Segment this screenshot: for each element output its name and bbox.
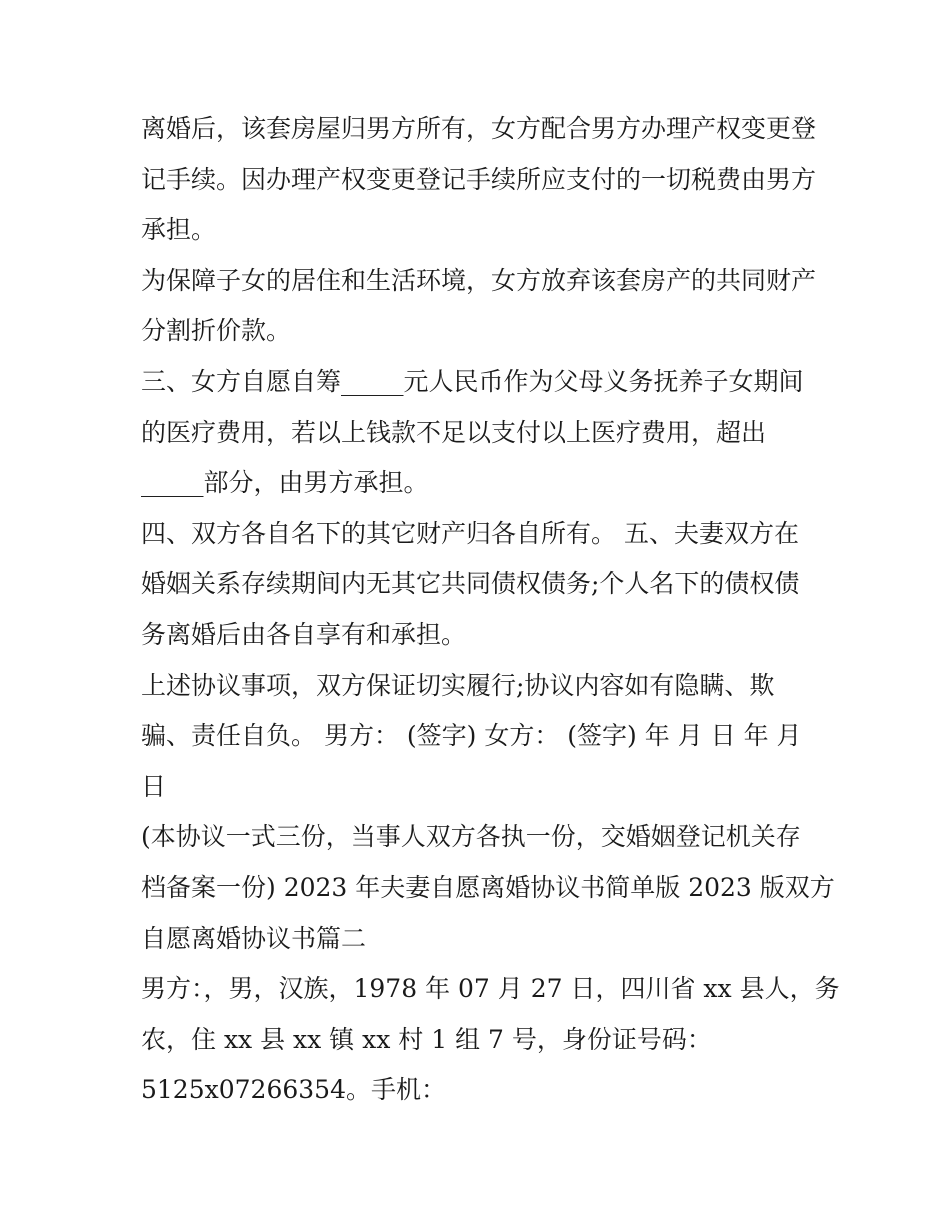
text-line: 日	[141, 771, 167, 801]
text-line: _____部分，由男方承担。	[141, 468, 429, 498]
text-line: 为保障子女的居住和生活环境，女方放弃该套房产的共同财产	[141, 265, 817, 295]
text-line: (本协议一式三份，当事人双方各执一份，交婚姻登记机关存	[141, 822, 801, 852]
text-line: 农，住 xx 县 xx 镇 xx 村 1 组 7 号，身份证号码：	[141, 1024, 712, 1054]
text-line: 男方：，男，汉族，1978 年 07 月 27 日，四川省 xx 县人，务	[141, 974, 840, 1004]
text-line: 四、双方各自名下的其它财产归各自所有。 五、夫妻双方在	[141, 518, 799, 548]
text-line: 上述协议事项，双方保证切实履行;协议内容如有隐瞒、欺	[141, 670, 775, 700]
text-line: 分割折价款。	[141, 316, 292, 346]
text-line: 骗、责任自负。 男方： (签字) 女方： (签字) 年 月 日 年 月	[141, 721, 802, 751]
text-line: 承担。	[141, 215, 217, 245]
text-line: 三、女方自愿自筹_____元人民币作为父母义务抚养子女期间	[141, 366, 804, 396]
text-line: 婚姻关系存续期间内无其它共同债权债务;个人名下的债权债	[141, 569, 800, 599]
text-line: 的医疗费用，若以上钱款不足以支付以上医疗费用，超出	[141, 417, 767, 447]
text-line: 档备案一份) 2023 年夫妻自愿离婚协议书简单版 2023 版双方	[141, 872, 835, 902]
text-line: 自愿离婚协议书篇二	[141, 923, 367, 953]
text-line: 5125x07266354。手机：	[141, 1075, 446, 1105]
text-line: 务离婚后由各自享有和承担。	[141, 619, 467, 649]
body-text	[141, 104, 840, 1116]
text-line: 记手续。因办理产权变更登记手续所应支付的一切税费由男方	[141, 164, 817, 194]
text-line: 离婚后，该套房屋归男方所有，女方配合男方办理产权变更登	[141, 114, 817, 143]
